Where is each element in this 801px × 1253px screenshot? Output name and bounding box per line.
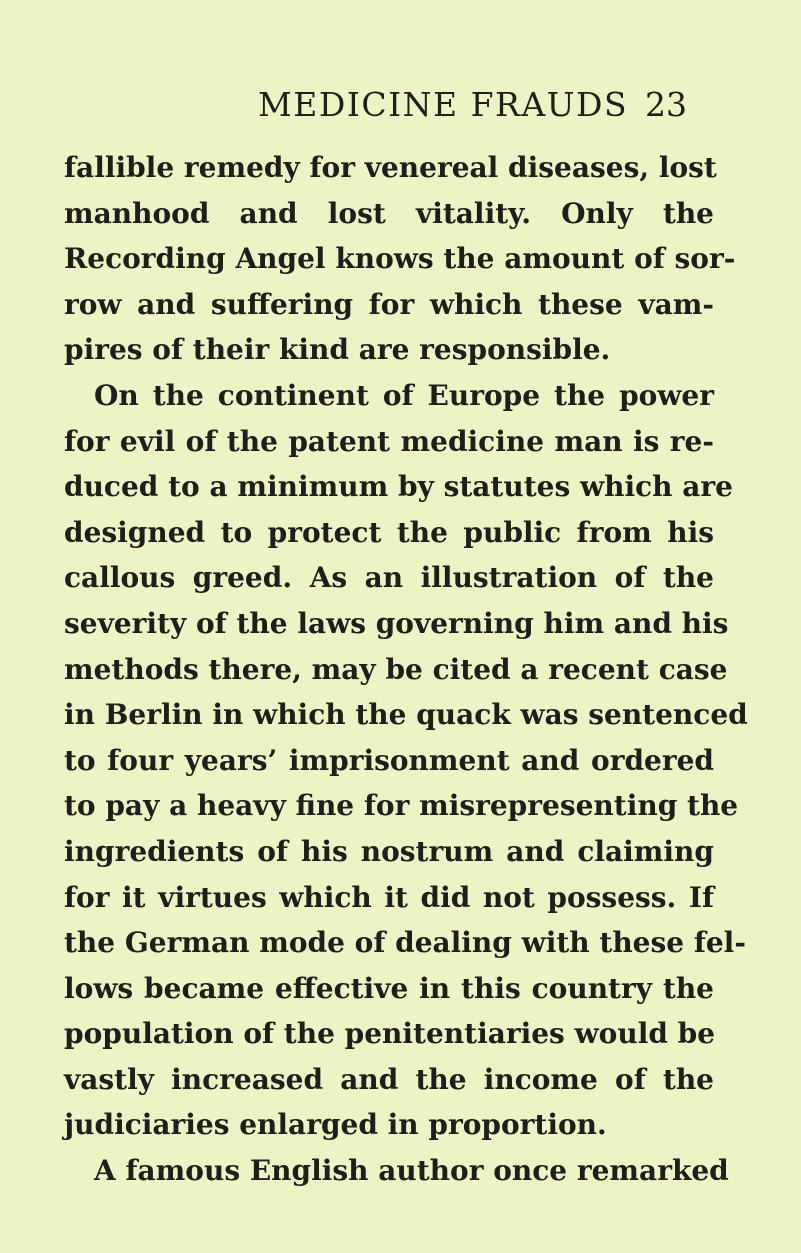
text-line: row and suffering for which these vam- — [64, 287, 714, 321]
text-line: for it virtues which it did not possess. If — [64, 880, 714, 914]
text-line: in Berlin in which the quack was sentenced — [64, 698, 748, 732]
paragraph-end-line: pires of their kind are responsible. — [64, 333, 611, 367]
page-number: 23 — [645, 85, 687, 124]
text-line: callous greed. As an illustration of the — [64, 561, 714, 595]
text-line: designed to protect the public from his — [64, 515, 714, 549]
text-line: ingredients of his nostrum and claiming — [64, 834, 714, 868]
running-title: MEDICINE FRAUDS — [258, 85, 629, 124]
text-line: fallible remedy for venereal diseases, lost — [64, 151, 717, 184]
body-text — [64, 145, 748, 1194]
text-line: population of the penitentiaries would be — [64, 1017, 716, 1051]
text-line: to four years’ imprisonment and ordered — [64, 743, 714, 777]
paragraph-start-line: A famous English author once remarked — [94, 1154, 729, 1188]
text-line: manhood and lost vitality. Only the — [64, 196, 714, 230]
text-line: vastly increased and the income of the — [64, 1062, 714, 1096]
text-line: duced to a minimum by statutes which are — [64, 470, 733, 504]
text-line: for evil of the patent medicine man is re- — [64, 424, 714, 458]
text-line: to pay a heavy fine for misrepresenting the — [64, 789, 739, 823]
paragraph-end-line: judiciaries enlarged in proportion. — [64, 1108, 607, 1142]
text-line: lows became effective in this country the — [64, 971, 714, 1005]
text-line: Recording Angel knows the amount of sor- — [64, 242, 736, 276]
page-header — [0, 83, 801, 127]
text-line: severity of the laws governing him and his — [64, 606, 729, 640]
text-line: methods there, may be cited a recent case — [64, 652, 728, 686]
text-line: the German mode of dealing with these fel- — [64, 926, 746, 960]
paragraph-start-line: On the continent of Europe the power — [94, 378, 714, 412]
